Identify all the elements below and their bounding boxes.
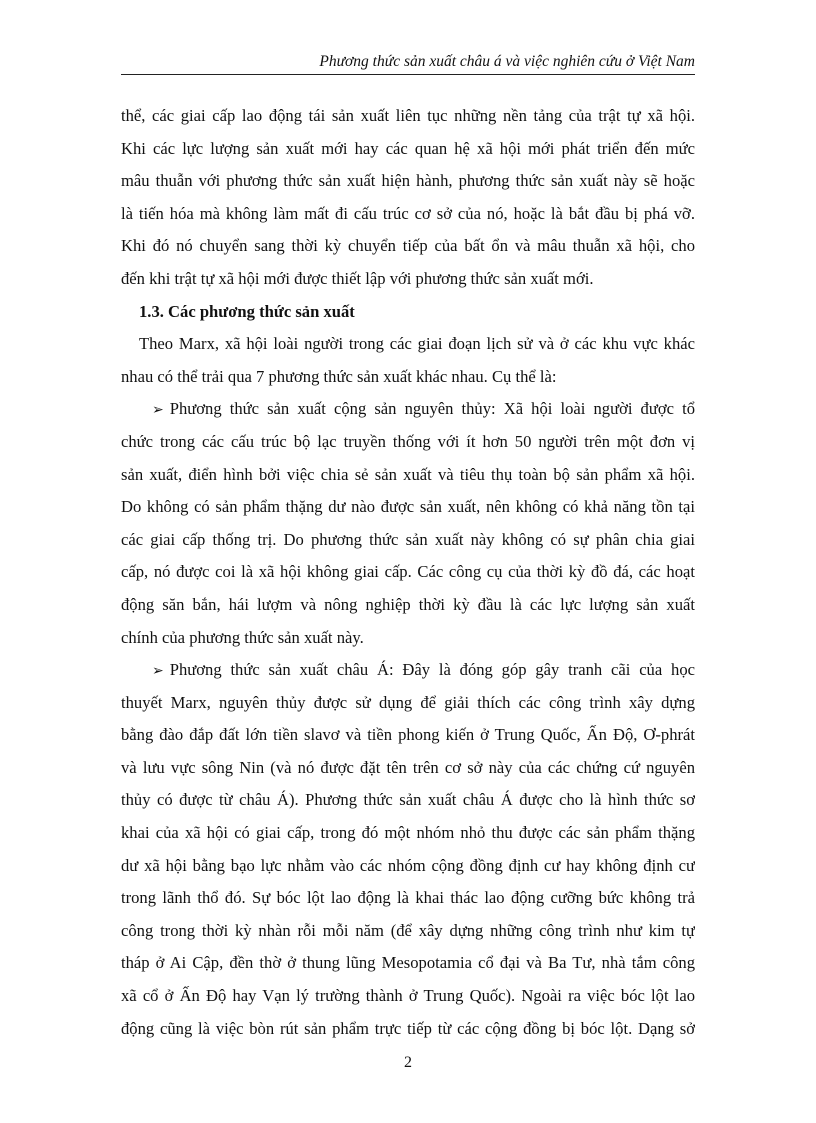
paragraph-continuation xyxy=(121,100,695,296)
text-line: Do không có sản phẩm thặng dư nào được sản xuất, nên không có khả năng tồn tại xyxy=(121,497,695,517)
text-line: Khi đó nó chuyển sang thời kỳ chuyển tiếp của bất ổn và mâu thuẫn xã hội, cho xyxy=(121,236,695,256)
arrow-bullet-icon: ➢ xyxy=(152,403,164,419)
text-line: mâu thuẫn với phương thức sản xuất hiện hành, phương thức sản xuất này sẽ hoặc xyxy=(121,171,695,191)
text-line: công trong thời kỳ nhàn rỗi mỗi năm (để xây dựng những công trình như kim tự xyxy=(121,920,695,940)
text-line: động cũng là việc bòn rút sản phẩm trực tiếp từ các cộng đồng bị bóc lột. Dạng sở xyxy=(121,1018,695,1038)
text-line: động săn bắn, hái lượm và nông nghiệp thời kỳ đầu là các lực lượng sản xuất xyxy=(121,594,695,614)
arrow-bullet-icon: ➢ xyxy=(152,664,164,680)
text-line: các giai cấp thống trị. Do phương thức sản xuất này không có sự phân chia giai xyxy=(121,529,695,549)
text-line: sản xuất, điển hình bởi việc chia sẻ sản xuất và tiêu thụ toàn bộ sản phẩm xã hội. xyxy=(121,464,695,484)
text-line: thuyết Marx, nguyên thủy được sử dụng để giải thích các công trình xây dựng xyxy=(121,692,695,712)
text-line: dư xã hội bằng bạo lực nhằm vào các nhóm cộng đồng định cư hay không định cư xyxy=(121,855,695,875)
running-header: Phương thức sản xuất châu á và việc nghiên cứu ở Việt Nam xyxy=(121,52,695,75)
text-line: cấp, nó được coi là xã hội không giai cấp. Các công cụ của thời kỳ đồ đá, các hoạt xyxy=(121,562,695,582)
text-line: thể, các giai cấp lao động tái sản xuất liên tục những nền tảng của trật tự xã hội. xyxy=(121,106,695,125)
text-line: chức trong các cấu trúc bộ lạc truyền thống với ít hơn 50 người trên một đơn vị xyxy=(121,431,695,451)
text-line: xã cổ ở Ấn Độ hay Vạn lý trường thành ở Trung Quốc). Ngoài ra việc bóc lột lao xyxy=(121,986,695,1006)
page-number: 2 xyxy=(404,1054,412,1071)
section-heading: 1.3. Các phương thức sản xuất xyxy=(139,301,355,321)
text-line: và lưu vực sông Nin (và nó được đặt tên trên cơ sở này của các chứng cứ nguyên xyxy=(121,757,695,777)
text-line: khai của xã hội có giai cấp, trong đó một nhóm nhỏ thu được các sản phẩm thặng xyxy=(121,823,695,843)
text-line: đến khi trật tự xã hội mới được thiết lập với phương thức sản xuất mới. xyxy=(121,268,594,288)
bullet-paragraph-primitive-communism xyxy=(121,393,695,654)
text-line: Khi các lực lượng sản xuất mới hay các quan hệ xã hội mới phát triển đến mức xyxy=(121,138,695,158)
bullet-first-line xyxy=(121,654,695,687)
text-line: bằng đào đắp đất lớn tiền slavơ và tiền phong kiến ở Trung Quốc, Ấn Độ, Ơ-phrát xyxy=(121,725,695,745)
text-line: Phương thức sản xuất châu Á: Đây là đóng góp gây tranh cãi của học xyxy=(169,660,695,680)
body-text xyxy=(121,100,695,1045)
text-line: trong lãnh thổ đó. Sự bóc lột lao động là khai thác lao động cưỡng bức không trả xyxy=(121,888,695,908)
text-line: là tiến hóa mà không làm mất đi cấu trúc cơ sở của nó, hoặc là bắt đầu bị phá vỡ. xyxy=(121,203,695,223)
text-line: tháp ở Ai Cập, đền thờ ở thung lũng Mesopotamia cổ đại và Ba Tư, nhà tắm công xyxy=(121,953,695,973)
paragraph-intro xyxy=(121,328,695,393)
text-line: Phương thức sản xuất cộng sản nguyên thủy: Xã hội loài người được tổ xyxy=(169,399,695,419)
bullet-first-line xyxy=(121,393,695,426)
text-line: thủy có được từ châu Á). Phương thức sản xuất châu Á được cho là hình thức sơ xyxy=(121,790,695,810)
text-line: nhau có thể trải qua 7 phương thức sản xuất khác nhau. Cụ thể là: xyxy=(121,366,557,386)
bullet-paragraph-asiatic-mode xyxy=(121,654,695,1045)
text-line: chính của phương thức sản xuất này. xyxy=(121,627,364,647)
text-line: Theo Marx, xã hội loài người trong các giai đoạn lịch sử và ở các khu vực khác xyxy=(139,334,695,354)
